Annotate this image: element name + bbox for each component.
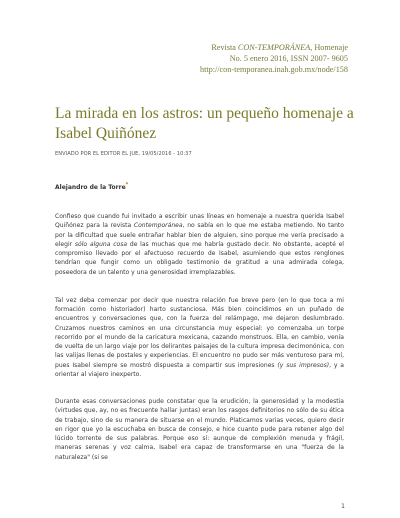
author-line bbox=[55, 182, 128, 191]
author-name: Alejandro de la Torre bbox=[55, 184, 126, 191]
author-footnote-mark[interactable]: * bbox=[125, 182, 129, 188]
emphasis: Contemporánea bbox=[133, 222, 183, 230]
journal-url-link[interactable]: http://con-temporanea.inah.gob.mx/node/158 bbox=[199, 65, 348, 74]
issue-info: No. 5 enero 2016, ISSN 2007- 9605 bbox=[229, 54, 348, 63]
article-title: La mirada en los astros: un pequeño homenaje a Isabel Quiñónez bbox=[55, 105, 354, 142]
emphasis: (y sus impresos) bbox=[277, 361, 330, 369]
journal-line bbox=[200, 42, 348, 53]
article-body bbox=[55, 212, 344, 481]
journal-suffix: , Homenaje bbox=[310, 43, 348, 52]
submission-meta: ENVIADO POR EL EDITOR EL JUE, 19/05/2016 - 10:37 bbox=[55, 151, 192, 157]
journal-header bbox=[200, 42, 348, 75]
journal-name: CON-TEMPORÁNEA bbox=[237, 43, 311, 52]
emphasis: sólo alguna cosa bbox=[74, 240, 128, 248]
body-paragraph-3: Durante esas conversaciones pude constatar que la erudición, la generosidad y la modestia (virtudes que, ay, no es frecuente hallar juntas) eran los rasgos definitorios no sólo de su ética de trabajo, sino de su manera de situarse en el mundo. Platicamos varias veces, quiero decir en rigor que yo la escuchaba en busca de consejo, e hice cuanto pude para retener algo del lúcido torrente de sus palabras. Porque eso sí: aunque de complexión menuda y frágil, maneras serenas y voz calma, Isabel era capaz de transformarse en una "fuerza de la naturaleza" (si se bbox=[55, 398, 344, 461]
body-paragraph-1: Confieso que cuando fui invitado a escribir unas líneas en homenaje a nuestra querida Isabel Quiñónez para la revista Contemporánea, no sabía en lo que me estaba metiendo. No tanto por la dificultad que suele entrañar hablar bien de alguien, sino porque me vería precisado a elegir sólo alguna cosa de las muchas que me habría gustado decir. No obstante, acepté el compromiso llevado por el afectuoso recuerdo de Isabel, asumiendo que estos renglones tendrían que fungir como un obligado testimonio de gratitud a una admirada colega, poseedora de un talento y una generosidad irremplazables. bbox=[55, 213, 344, 276]
page-number: 1 bbox=[341, 503, 345, 510]
body-paragraph-2: Tal vez deba comenzar por decir que nuestra relación fue breve pero (en lo que toca a mi formación como historiador) harto sustanciosa. Más bien coincidimos en un puñado de encuentros y conversaciones que, con la fuerza del relámpago, me dejaron deslumbrado. Cruzamos nuestros caminos en una circunstancia muy especial: yo comenzaba un torpe recorrido por el mundo de la caricatura mexicana, cazando monstruos. Ella, en cambio, venía de vuelta de un largo viaje por los delirantes paisajes de la cultura impresa decimonónica, con las valijas llenas de postales y experiencias. El encuentro no pudo ser más venturoso para mí, pues Isabel siempre se mostró dispuesta a compartir sus impresiones (y sus impresos), y a orientar al viajero inexperto. bbox=[55, 296, 344, 378]
journal-prefix: Revista bbox=[211, 43, 238, 52]
